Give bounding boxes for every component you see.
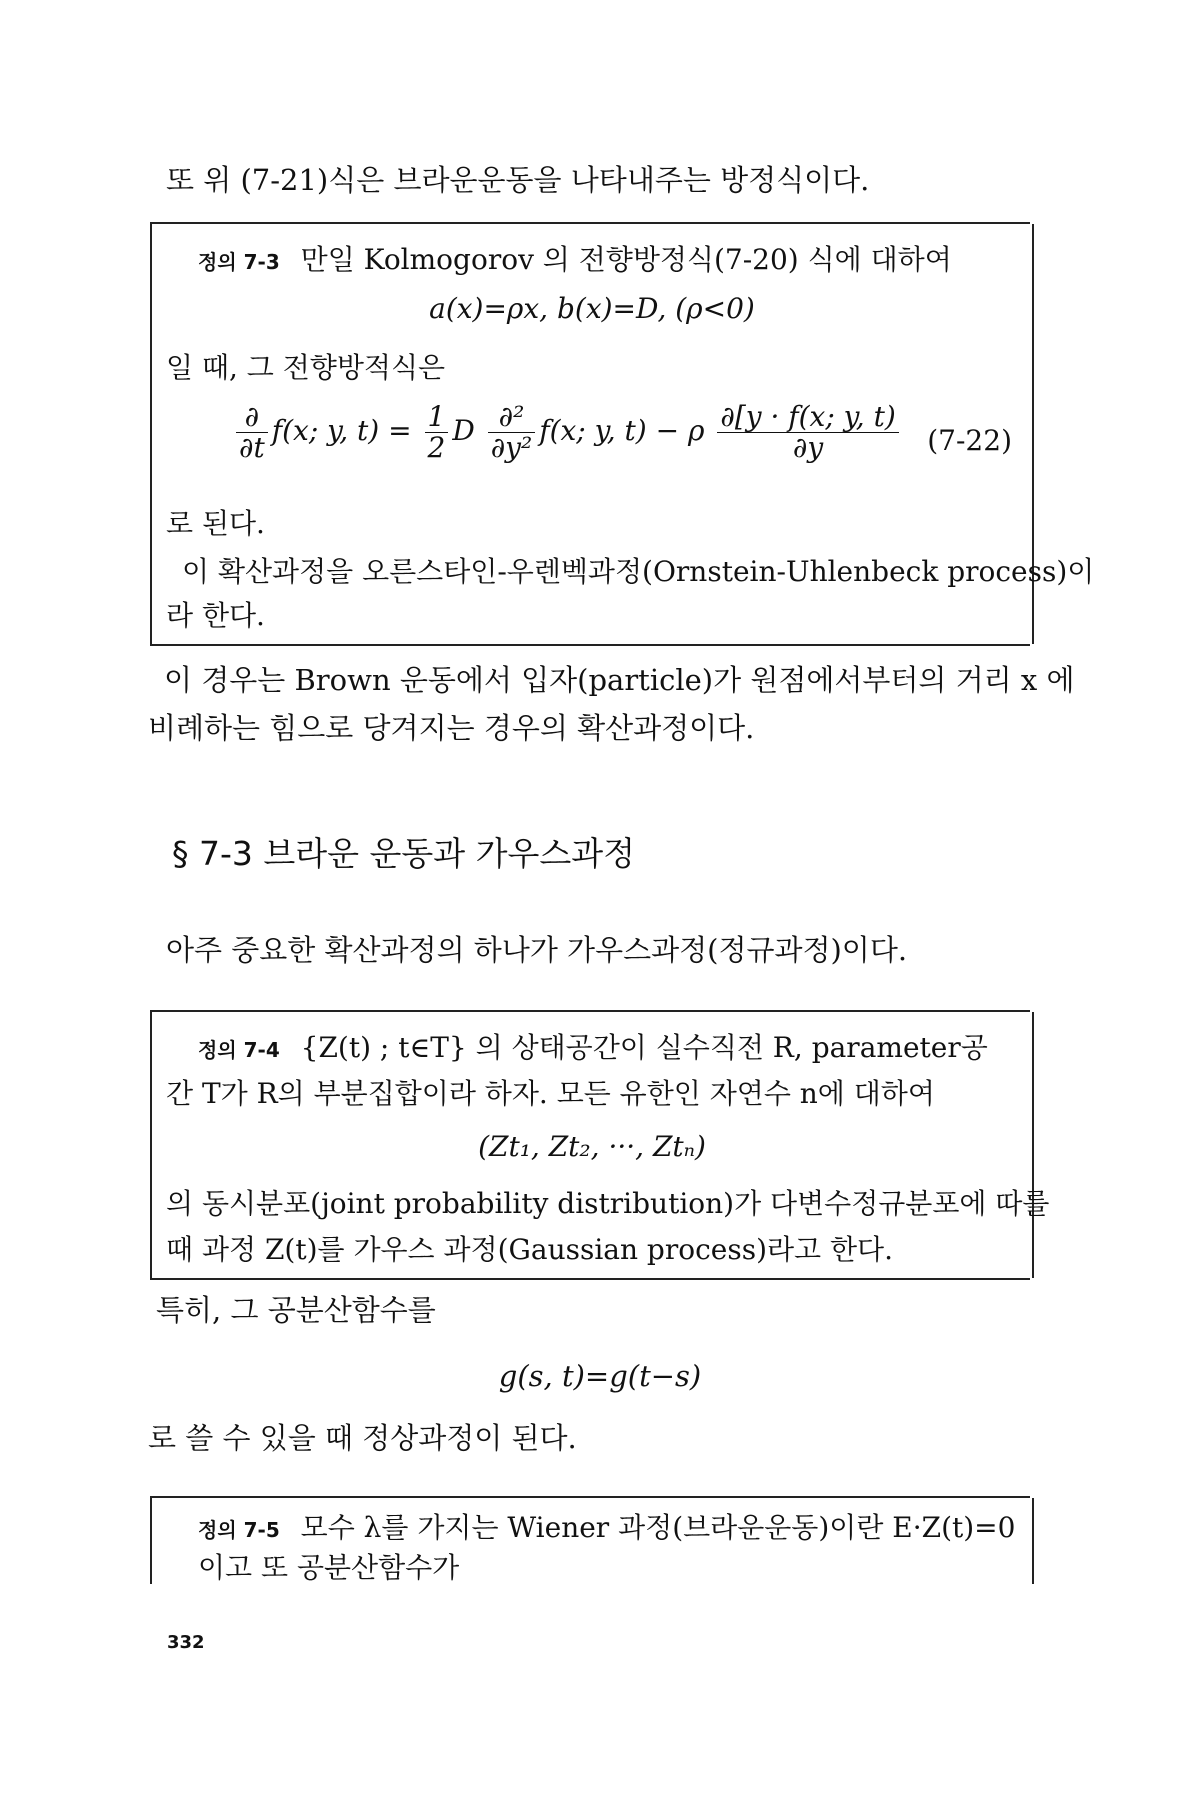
def-7-3-condition: a(x)=ρx, b(x)=D, (ρ<0) — [429, 292, 755, 325]
para-after-73-line1: 이 경우는 Brown 운동에서 입자(particle)가 원점에서부터의 거리 x 에 — [164, 663, 1075, 697]
def-7-3-box — [150, 224, 1095, 644]
intro-line: 또 위 (7-21)식은 브라운운동을 나타내주는 방정식이다. — [166, 163, 870, 197]
section-intro: 아주 중요한 확산과정의 하나가 가우스과정(정규과정)이다. — [166, 933, 908, 967]
def-7-5-label: 정의 7-5 — [198, 1518, 280, 1542]
def-7-3-line4: 이 확산과정을 오른스타인-우렌벡과정(Ornstein-Uhlenbeck process)이 — [182, 555, 1095, 588]
stationary-line: 로 쓸 수 있을 때 정상과정이 된다. — [148, 1421, 577, 1455]
def-7-4-line3: 의 동시분포(joint probability distribution)가 다변수정규분포에 따를 — [166, 1187, 1050, 1220]
half-fraction: $\frac{1}{2}$ — [425, 402, 449, 463]
partial-t-fraction: $\frac{\partial}{\partial t}$ — [236, 402, 268, 463]
def-7-4-tuple: (Zt₁, Zt₂, ···, Ztₙ) — [478, 1130, 706, 1163]
def-7-5-text1: 모수 λ를 가지는 Wiener 과정(브라운운동)이란 E·Z(t)=0 — [300, 1511, 1016, 1544]
def-7-3-line2: 일 때, 그 전향방적식은 — [166, 351, 446, 384]
def-7-5-line1 — [198, 1508, 1015, 1550]
def-7-4-line2: 간 T가 R의 부분집합이라 하자. 모든 유한인 자연수 n에 대하여 — [166, 1077, 935, 1110]
def-7-3-bottom-rule — [150, 644, 1030, 646]
def-7-4-bottom-rule — [150, 1278, 1030, 1280]
def-7-3-line5: 라 한다. — [166, 599, 265, 632]
section-heading: § 7-3 브라운 운동과 가우스과정 — [172, 834, 636, 873]
equation-7-22: $\frac{\partial}{\partial t}$ f(x; y, t) = $\frac{1}{2}$ D $\frac{\text{∂²}}{\text{∂y²}}$ f(x; y, t) − ρ $\frac{\partial[y \cdot f(x; y, t)}{\partial y}$ — [232, 402, 932, 463]
page-number: 332 — [167, 1632, 205, 1653]
def-7-4-box — [150, 1012, 1050, 1278]
equation-number: (7-22) — [927, 424, 1012, 457]
def-7-5-box — [150, 1498, 1034, 1584]
drift-fraction: $\frac{\partial[y \cdot f(x; y, t)}{\partial y}$ — [717, 402, 898, 463]
def-7-4-label: 정의 7-4 — [198, 1038, 280, 1062]
def-7-3-label: 정의 7-3 — [198, 250, 280, 274]
para-after-73-line2: 비례하는 힘으로 당겨지는 경우의 확산과정이다. — [148, 711, 755, 745]
def-7-3-text1: 만일 Kolmogorov 의 전향방정식(7-20) 식에 대하여 — [300, 243, 952, 276]
def-7-5-line2: 이고 또 공분산함수가 — [198, 1551, 460, 1584]
def-7-4-line4: 때 과정 Z(t)를 가우스 과정(Gaussian process)라고 한다. — [166, 1233, 894, 1266]
def-7-4-text1: {Z(t) ; t∈T} 의 상태공간이 실수직전 R, parameter공 — [300, 1031, 988, 1064]
stationary-equation: g(s, t)=g(t−s) — [498, 1359, 702, 1393]
def-7-3-line3: 로 된다. — [166, 507, 265, 540]
special-line: 특히, 그 공분산함수를 — [156, 1293, 436, 1327]
def-7-4-line1 — [198, 1028, 988, 1070]
def-7-3-line1 — [198, 240, 952, 282]
second-partial-fraction: $\frac{\text{∂²}}{\text{∂y²}}$ — [488, 402, 536, 463]
